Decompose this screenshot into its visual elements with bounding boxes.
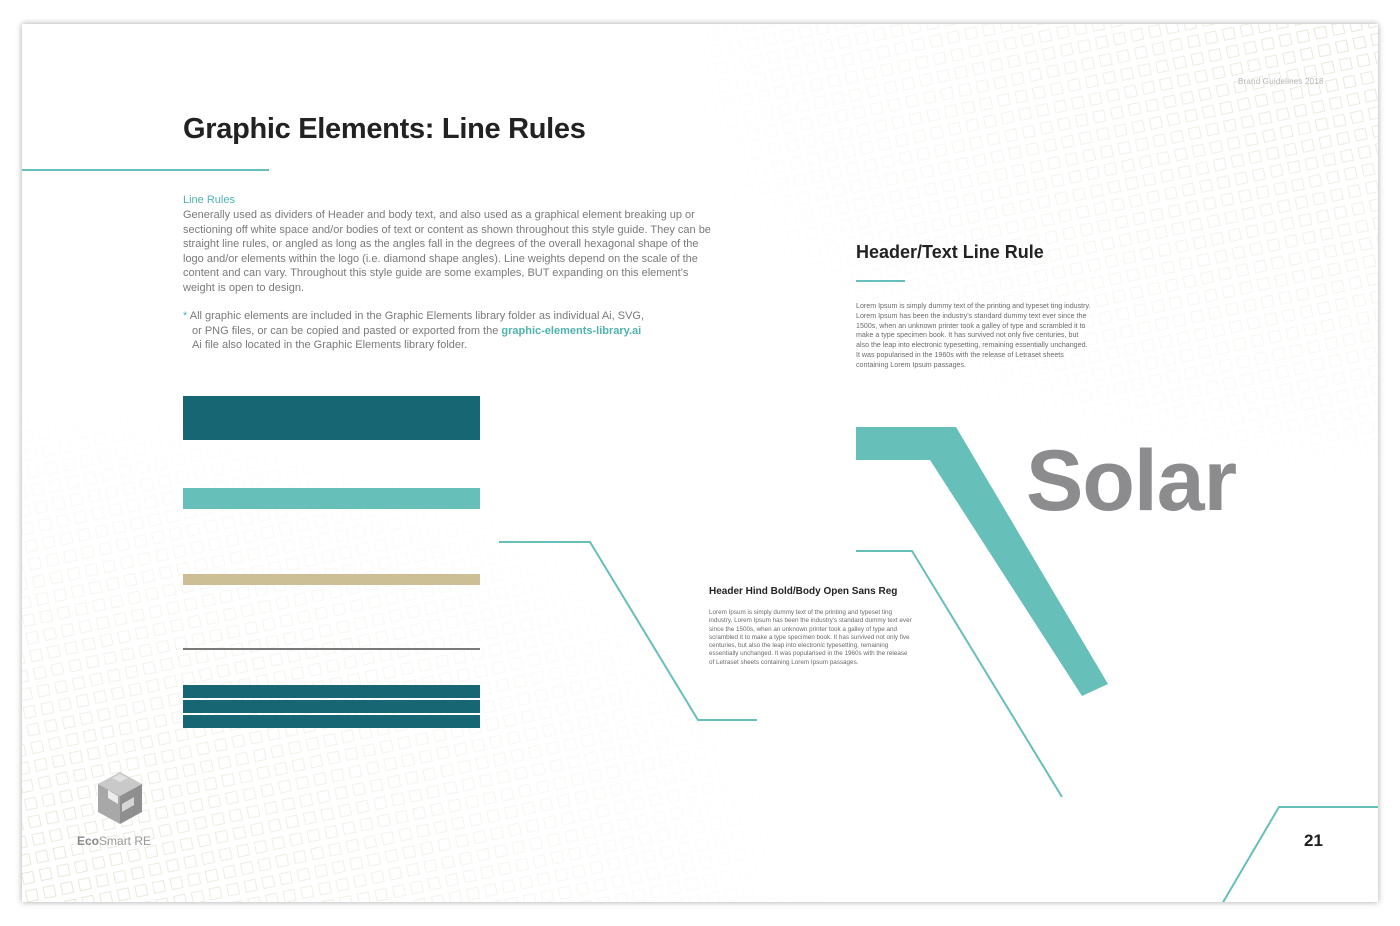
brand-guidelines-label: Brand Guidelines 2018	[1238, 77, 1324, 86]
note-line-3: Ai file also located in the Graphic Elements library folder.	[192, 339, 468, 351]
note-asterisk: *	[183, 310, 188, 322]
example-header-text-line-rule: Header/Text Line Rule	[856, 242, 1044, 262]
page-number: 21	[1304, 831, 1323, 850]
page-title: Graphic Elements: Line Rules	[183, 113, 586, 145]
logo-wordmark-smart: Smart RE	[99, 834, 152, 848]
logo-wordmark	[77, 834, 151, 848]
example-1-body: Lorem Ipsum is simply dummy text of the printing and typeset ting industry. Lorem Ipsum has been the industry's standard dummy text ever since the 1500s, when an unknown printer took a galley of type and scrambled it to make a type specimen book. It has survived not only five centuries, but also the leap into electronic typesetting, remaining essentially unchanged. It was popularised in the 1960s with the release of Letraset sheets containing Lorem Ipsum passages.	[856, 302, 1091, 369]
brand-guideline-page	[22, 24, 1378, 902]
section-label: Line Rules	[183, 194, 235, 206]
example-2-body: Lorem Ipsum is simply dummy text of the printing and typeset ting industry. Lorem Ipsum has been the industry's standard dummy text ever since the 1500s, when an unknown printer took a galley of type and scrambled it to make a type specimen book. It has survived not only five centuries, but also the leap into electronic typesetting, remaining essentially unchanged. It was popularised in the 1960s with the release of Letraset sheets containing Lorem Ipsum passages.	[709, 609, 912, 666]
note-line-2-text: or PNG files, or can be copied and pasted or exported from the	[192, 324, 499, 337]
graphic-elements-library-link[interactable]: graphic-elements-library.ai	[501, 324, 642, 337]
intro-body-text: Generally used as dividers of Header and body text, and also used as a graphical element breaking up or sectioning off white space and/or bodies of text or content as shown throughout this style guide. They can be straight line rules, or angled as long as the angles fall in the degrees of the overall hexagonal shape of the logo and/or elements within the logo (i.e. diamond shape angles). Line weights depend on the scale of the content and can vary. Throughout this style guide are some examples, BUT expanding on this element's weight is open to design.	[183, 209, 711, 294]
note-line-1: All graphic elements are included in the Graphic Elements library folder as individual Ai, SVG,	[189, 310, 645, 322]
example-2-header: Header Hind Bold/Body Open Sans Reg	[709, 586, 898, 597]
logo-wordmark-eco: Eco	[77, 834, 100, 848]
example-header-underline-rule	[856, 280, 905, 282]
solar-word: Solar	[1026, 433, 1237, 529]
page-corner-angled-rule	[1222, 807, 1378, 902]
hexagon-cube-logo-icon	[94, 768, 146, 828]
